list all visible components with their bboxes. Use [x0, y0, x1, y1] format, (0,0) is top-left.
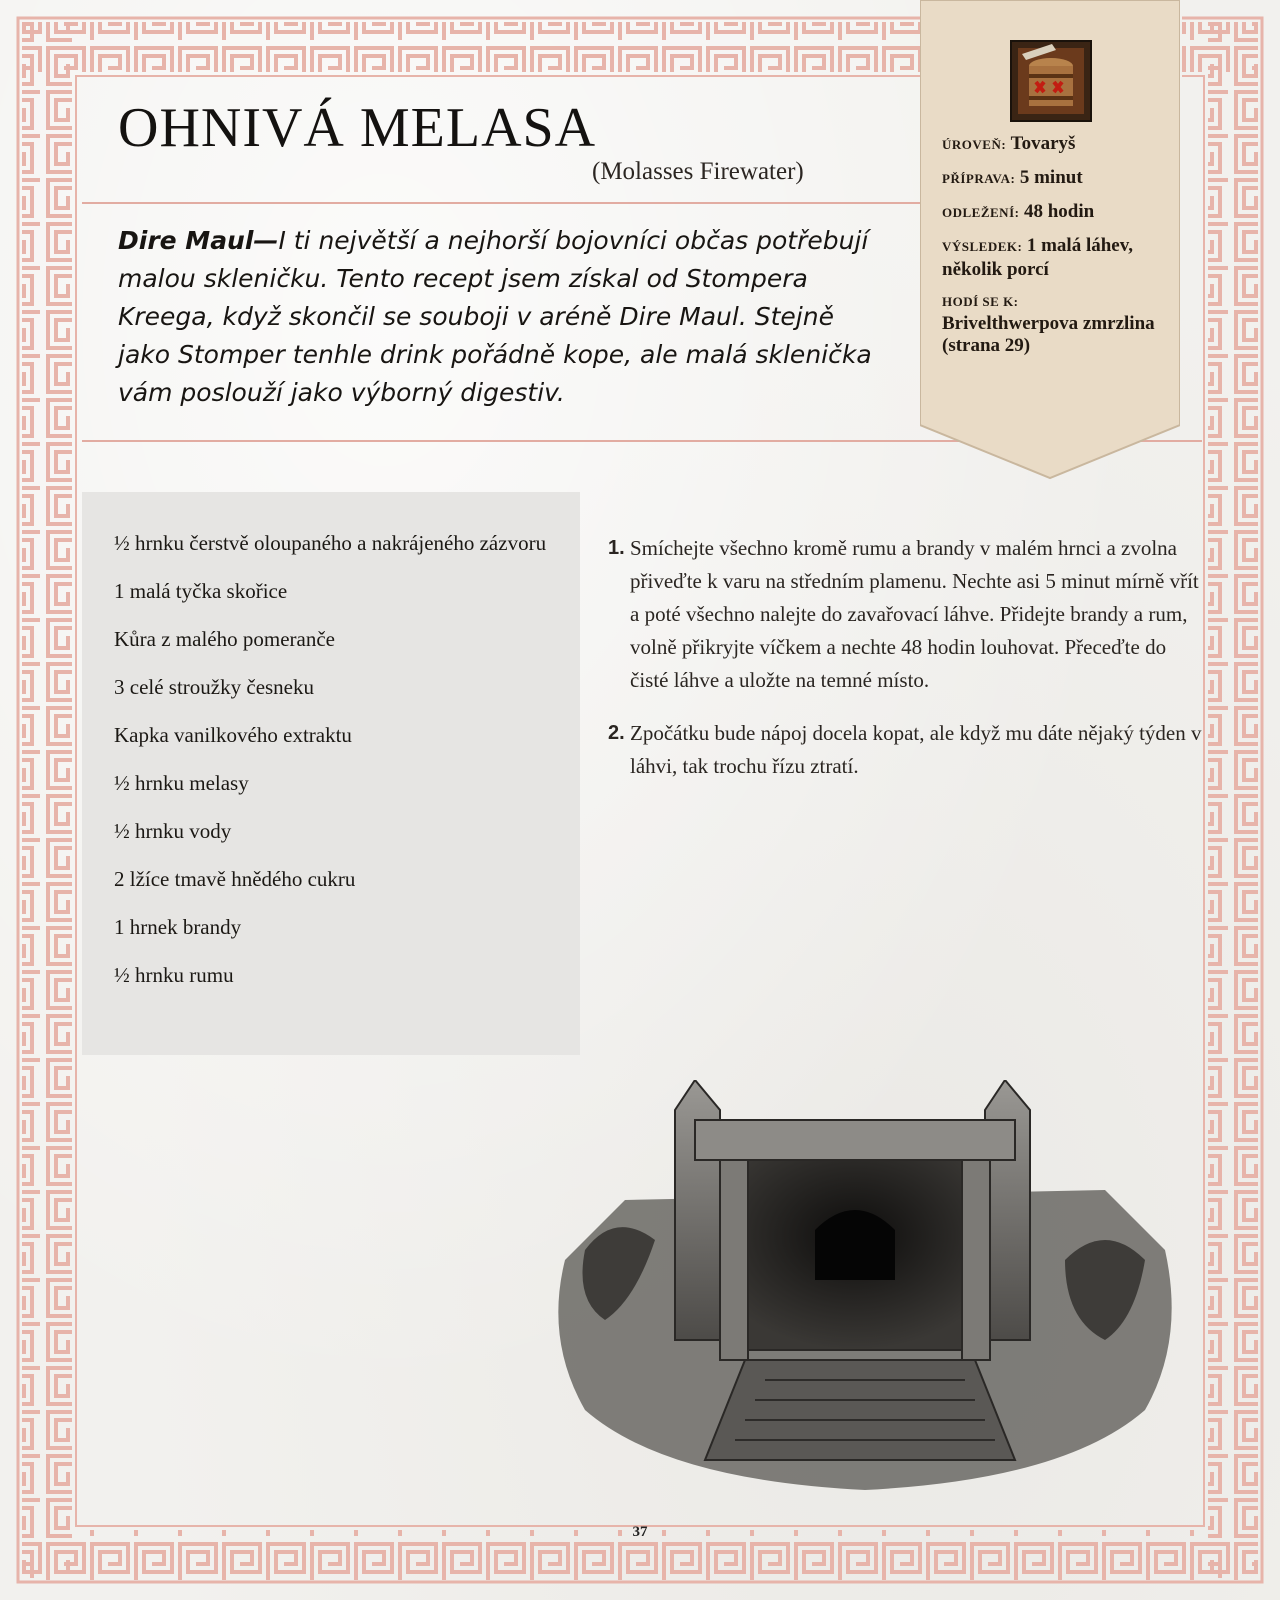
ingredient-item: Kapka vanilkového extraktu	[114, 723, 352, 747]
step-2	[608, 717, 1208, 783]
page-subtitle: (Molasses Firewater)	[592, 158, 804, 185]
meta-pairs	[942, 291, 1172, 357]
ingredient-item: ½ hrnku rumu	[114, 963, 234, 987]
ingredient-item: ½ hrnku melasy	[114, 771, 249, 795]
instructions	[608, 532, 1208, 803]
step-number: 1.	[608, 537, 625, 559]
ingredient-item: Kůra z malého pomeranče	[114, 627, 335, 651]
page-number: 37	[632, 1524, 648, 1540]
barrel-icon	[1010, 40, 1092, 122]
recipe-meta	[942, 132, 1172, 367]
meta-rest	[942, 200, 1172, 224]
ingredient-item: 1 hrnek brandy	[114, 915, 242, 939]
step-text: Zpočátku bude nápoj docela kopat, ale když mu dáte nějaký týden v láhvi, tak trochu řízu ztratí.	[630, 721, 1202, 778]
ingredients-panel	[82, 492, 580, 1055]
step-1	[608, 532, 1208, 697]
meta-prep	[942, 166, 1172, 190]
meta-level	[942, 132, 1172, 156]
ingredient-item: 2 lžíce tmavě hnědého cukru	[114, 867, 356, 891]
title-divider	[82, 202, 920, 204]
intro-body: I ti největší a nejhorší bojovníci občas potřebují malou skleničku. Tento recept jsem získal od Stompera Kreega, když skončil se souboji v aréně Dire Maul. Stejně jako Stomper tenhle drink pořádně kope, ale malá sklenička vám poslouží jako výborný digestiv.	[118, 226, 872, 407]
page-title: OHNIVÁ MELASA	[118, 97, 597, 159]
intro-lead: Dire Maul—	[118, 226, 279, 255]
meta-rest-label: ODLEŽENÍ:	[942, 205, 1020, 220]
meta-yield	[942, 234, 1172, 281]
meta-level-value: Tovaryš	[1010, 133, 1076, 154]
meta-prep-label: PŘÍPRAVA:	[942, 171, 1016, 186]
ingredients-list	[82, 492, 580, 988]
meta-prep-value: 5 minut	[1019, 167, 1083, 188]
step-number: 2.	[608, 722, 625, 744]
ingredient-item: ½ hrnku čerstvě oloupaného a nakrájeného zázvoru	[114, 531, 547, 555]
ingredient-item: 1 malá tyčka skořice	[114, 579, 288, 603]
intro-text	[118, 222, 893, 412]
meta-rest-value: 48 hodin	[1023, 201, 1095, 222]
meta-pairs-label: HODÍ SE K:	[942, 294, 1019, 309]
ingredient-item: 3 celé stroužky česneku	[114, 675, 315, 699]
meta-level-label: ÚROVEŇ:	[942, 137, 1007, 152]
dire-maul-gate-illustration	[545, 1080, 1185, 1500]
meta-pairs-value: Brivelthwerpova zmrzlina (strana 29)	[942, 313, 1155, 356]
meta-yield-value: 1 malá láhev, několik porcí	[942, 235, 1133, 280]
ingredient-item: ½ hrnku vody	[114, 819, 232, 843]
meta-yield-label: VÝSLEDEK:	[942, 239, 1023, 254]
step-text: Smíchejte všechno kromě rumu a brandy v malém hrnci a zvolna přiveďte k varu na středním plamenu. Nechte asi 5 minut mírně vřít a poté všechno nalejte do zavařovací láhve. Přidejte brandy a rum, volně přikryjte víčkem a nechte 48 hodin louhovat. Přeceďte do čisté láhve a uložte na temné místo.	[630, 536, 1199, 692]
